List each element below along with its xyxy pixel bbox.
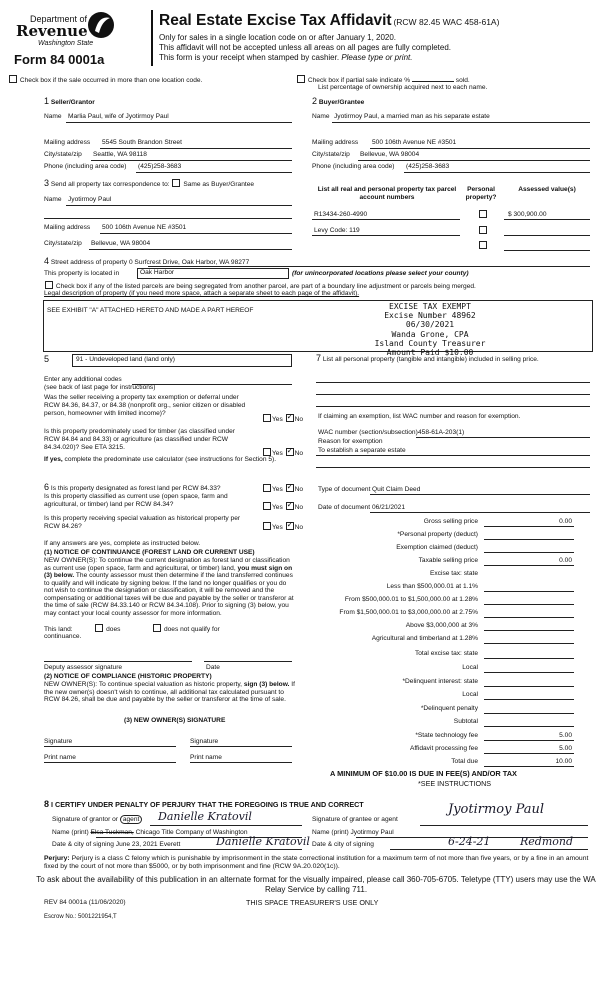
sec5-q2-no-checkbox[interactable]	[286, 448, 294, 456]
tax-corr-city-line	[89, 249, 292, 250]
stamp-line-1: EXCISE TAX EXEMPT	[389, 302, 471, 311]
total-due-label: Total due	[451, 758, 478, 765]
wac-line	[416, 437, 590, 438]
notice-continuance-b: you must sign on (3) below.	[44, 564, 293, 580]
form-title-ref: (RCW 82.45 WAC 458-61A)	[393, 17, 500, 27]
sec6-q2-no-checkbox[interactable]	[286, 502, 294, 510]
buyer-heading-text: Buyer/Grantee	[318, 99, 365, 106]
grantor-name-label: Name (print)	[52, 829, 89, 836]
grantee-sig-label: Signature of grantee or agent	[312, 816, 398, 823]
grantor-signature-line	[150, 825, 302, 826]
grantee-name-row	[312, 829, 394, 837]
perjury-label: Perjury:	[44, 855, 70, 862]
local-2-label: Local	[462, 691, 478, 698]
local-label: Local	[462, 664, 478, 671]
local-line[interactable]	[484, 672, 574, 673]
grantee-name-value[interactable]: Jyotirmoy Paul	[350, 829, 394, 836]
bracket-2-label: From $500,000.01 to $1,500,000.00 at 1.28%	[344, 596, 478, 603]
treasurer-stamp	[345, 302, 515, 357]
delinquent-interest-label: *Delinquent interest: state	[402, 678, 478, 685]
exemption-deduct-label: Exemption claimed (deduct)	[396, 544, 478, 551]
partial-sale-sold: sold.	[455, 77, 470, 84]
total-due-value[interactable]: 10.00	[555, 758, 572, 765]
notice-compliance-b: sign (3) below.	[243, 681, 290, 688]
tax-corr-heading	[44, 178, 254, 189]
owner2-print-line[interactable]	[190, 762, 292, 763]
delinquent-penalty-line[interactable]	[484, 713, 574, 714]
seller-city[interactable]: Seattle, WA 98118	[93, 151, 147, 158]
form-title: Real Estate Excise Tax Affidavit	[159, 12, 392, 29]
exemption-instruction: If claiming an exemption, list WAC number and reason for exemption.	[318, 413, 521, 420]
seller-city-line	[91, 160, 292, 161]
bracket-1-line[interactable]	[484, 591, 574, 592]
yes-label: Yes	[272, 416, 283, 423]
gross-label: Gross selling price	[423, 518, 478, 525]
logo-revenue-text: Revenue	[16, 22, 88, 40]
tax-corr-name-label: Name	[44, 196, 62, 203]
logo-dept-text: Department of	[30, 14, 88, 24]
agent-circled: agent	[120, 815, 143, 824]
reason-value[interactable]: To establish a separate estate	[318, 447, 406, 454]
grantor-date-signature: Danielle Kratovil	[216, 835, 310, 848]
sec7-text	[316, 353, 590, 364]
header-line-2: This affidavit will not be accepted unless all areas on all pages are fully completed.	[159, 43, 452, 52]
sec6-q1-yes-checkbox[interactable]	[263, 484, 271, 492]
grantee-signature[interactable]: Jyotirmoy Paul	[448, 802, 545, 817]
doc-date-label: Date of document	[318, 504, 371, 511]
partial-sale-percent-field[interactable]	[412, 81, 454, 82]
perjury-text: Perjury is a class C felony which is punishable by imprisonment in the state correctional institution for a maximum term of not more than five years, or by a fine in an amount fixed by the court of not more than $5000, or by both imprisonment and fine (RCW 9A.20.020(1c)).	[44, 855, 589, 871]
notice-continuance-a: NEW OWNER(S): To continue the current designation as forest land or classification as current use (open space, farm and agricultural, or timber) land,	[44, 557, 290, 572]
segregated-label: Check box if any of the listed parcels are being segregated from another parcel, are part of a boundary line adjustment or parcels being merged.	[55, 283, 476, 290]
grantor-sig-label	[52, 816, 142, 824]
buyer-section-number: 2	[312, 96, 318, 106]
doc-date-line	[370, 512, 590, 513]
tax-corr-mailing-label: Mailing address	[44, 224, 91, 231]
parcel-number-1[interactable]: R13434-260-4990	[314, 211, 368, 218]
bracket-3-label: From $1,500,000.01 to $3,000,000.00 at 2.75%	[339, 609, 478, 616]
partial-sale-checkbox[interactable]	[297, 75, 305, 83]
doc-type-line	[370, 494, 590, 495]
bracket-4-label: Above $3,000,000 at 3%	[405, 622, 478, 629]
additional-codes-note: (see back of last page for instructions)	[44, 384, 156, 391]
sec6-q3-yes-checkbox[interactable]	[263, 522, 271, 530]
owner1-print-line[interactable]	[44, 762, 176, 763]
street-section-number: 4	[44, 256, 50, 266]
multi-location-label: Check box if the sale occurred in more than one location code.	[19, 77, 203, 84]
wac-label: WAC number (section/subsection)	[318, 429, 418, 436]
street-value[interactable]: 0 Surfcrest Drive, Oak Harbor, WA 98277	[128, 259, 250, 266]
doc-type-value[interactable]: Quit Claim Deed	[372, 486, 421, 493]
yes-label: Yes	[272, 524, 283, 531]
street-label: Street address of property	[50, 259, 128, 266]
assessed-line-3	[504, 250, 590, 251]
sec5-q1: Was the seller receiving a property tax exemption or deferral under RCW 84.36, 84.37, or 84.38 (nonprofit org., senior citizen or disabled person, homeowner with limited income)?	[44, 394, 246, 417]
multi-location-checkbox[interactable]	[9, 75, 17, 83]
taxable-value[interactable]: 0.00	[559, 557, 572, 564]
seller-name[interactable]: Marlia Paul, wife of Jyotirmoy Paul	[68, 113, 169, 120]
land-use-select[interactable]	[72, 354, 292, 367]
grantor-name-value[interactable]: Chicago Title Company of Washington	[135, 829, 248, 836]
logo-emblem-icon	[86, 9, 116, 41]
grantor-date-value[interactable]: June 23, 2021 Everett	[115, 841, 181, 848]
tax-corr-name-line	[66, 205, 292, 206]
notice-continuance-c: The county assessor must then determine if the land transferred continues to qualify and will indicate by signing below. If the land no longer qualifies or you do not wish to continue the designation or classification, it will be removed and the compensating or additional taxes will be due and payable by the seller or transferor at the time of sale (RCW 84.33.140 or RCW 84.34.108). Prior to signing (3) below, you may contact your local county assessor for more information.	[44, 572, 294, 618]
buyer-phone[interactable]: (425)258-3683	[406, 163, 450, 170]
sec5-q2-note-bold: If yes,	[44, 456, 63, 463]
processing-fee-line	[484, 753, 574, 754]
sec8-number: 8	[44, 799, 50, 809]
total-due-line	[484, 766, 574, 767]
sec6-q1	[44, 482, 221, 493]
notice-compliance-heading: (2) NOTICE OF COMPLIANCE (HISTORIC PROPERTY)	[44, 673, 212, 680]
owner2-signature-label: Signature	[190, 738, 219, 745]
tax-corr-section-number: 3	[44, 178, 50, 188]
taxable-label: Taxable selling price	[418, 557, 478, 564]
personal-checkbox-2[interactable]	[479, 226, 487, 234]
buyer-name[interactable]: Jyotirmoy Paul, a married man as his separate estate	[334, 113, 490, 120]
seller-heading-text: Seller/Grantor	[50, 99, 95, 106]
sec5-q2-note-text: complete the predominate use calculator (see instructions for Section 5).	[64, 456, 277, 463]
minimum-due-notice: A MINIMUM OF $10.00 IS DUE IN FEE(S) AND/OR TAX	[330, 769, 517, 778]
buyer-mailing-label: Mailing address	[312, 139, 359, 146]
grantor-date-row	[52, 841, 180, 849]
additional-codes-label: Enter any additional codes	[44, 376, 122, 383]
owner1-signature-label: Signature	[44, 738, 73, 745]
buyer-city-label: City/state/zip	[312, 151, 350, 158]
stamp-line-4: Wanda Grone, CPA	[391, 329, 469, 339]
owner2-signature-line[interactable]	[190, 746, 292, 747]
partial-sale-note: List percentage of ownership acquired next to each name.	[318, 84, 488, 91]
tax-corr-text: Send all property tax correspondence to:	[50, 181, 170, 188]
does-not-checkbox[interactable]	[153, 624, 161, 632]
personal-deduct-line[interactable]	[484, 539, 574, 540]
tech-fee-line	[484, 740, 574, 741]
gross-value[interactable]: 0.00	[559, 518, 572, 525]
assessed-col-header: Assessed value(s)	[518, 186, 576, 193]
multi-location-check[interactable]	[8, 75, 202, 85]
delinquent-penalty-label: *Delinquent penalty	[420, 705, 478, 712]
assessed-line-1	[504, 219, 590, 220]
header-line-1: Only for sales in a single location code on or after January 1, 2020.	[159, 33, 397, 42]
header-line-3-text: This form is your receipt when stamped by cashier.	[159, 53, 340, 62]
personal-checkbox-1[interactable]	[479, 210, 487, 218]
grantor-sig-label-text: Signature of grantor or	[52, 816, 118, 823]
certify-text: I CERTIFY UNDER PENALTY OF PERJURY THAT THE FOREGOING IS TRUE AND CORRECT	[51, 800, 364, 809]
sec6-q2-answer[interactable]	[262, 502, 303, 512]
tax-corr-mailing-line	[100, 233, 292, 234]
assessed-value-1[interactable]: $ 300,900.00	[508, 211, 547, 218]
personal-col-header: Personal property?	[465, 186, 497, 201]
sec5-q2-note	[44, 456, 284, 464]
delinquent-interest-line[interactable]	[484, 686, 574, 687]
stamp-line-6: Amount Paid $10.00	[386, 347, 474, 357]
continuance-label: continuance.	[44, 633, 82, 640]
tax-corr-name[interactable]: Jyotirmoy Paul	[68, 196, 112, 203]
does-label: does	[106, 626, 121, 633]
buyer-mailing-line	[370, 148, 590, 149]
additional-codes-line	[132, 384, 292, 385]
stamp-line-3: 06/30/2021	[405, 320, 455, 330]
tax-corr-blank-line	[44, 218, 292, 219]
owner1-print-label: Print name	[44, 754, 76, 761]
deputy-date-line[interactable]	[204, 661, 292, 662]
total-state-label: Total excise tax: state	[414, 650, 478, 657]
notice-compliance-text	[44, 681, 296, 704]
seller-phone-label: Phone (including area code)	[44, 163, 127, 170]
form-number: Form 84 0001a	[14, 52, 105, 67]
sec5-number: 5	[44, 354, 50, 364]
sec5-q1-yes-checkbox[interactable]	[263, 414, 271, 422]
located-note: (for unincorporated locations please select your county)	[292, 270, 469, 277]
tax-corr-city[interactable]: Bellevue, WA 98004	[91, 240, 151, 247]
same-as-buyer-label: Same as Buyer/Grantee	[183, 181, 255, 188]
notice-compliance-c: If the new owner(s) doesn't wish to continue, all additional tax calculated pursuant to RCW 84.26, shall be due and payable by the seller or transferor at the time of sale.	[44, 681, 295, 704]
sec7-line-2	[316, 394, 590, 395]
sec6-q3-answer[interactable]	[262, 522, 303, 532]
sec6-q2-yes-checkbox[interactable]	[263, 502, 271, 510]
yes-label: Yes	[272, 486, 283, 493]
header-line-3	[159, 53, 412, 63]
grantee-date-value[interactable]: 6-24-21	[448, 835, 491, 848]
bracket-5-line[interactable]	[484, 643, 574, 644]
seller-mailing-label: Mailing address	[44, 139, 91, 146]
logo-state-text: Washington State	[38, 40, 94, 47]
owner2-print-label: Print name	[190, 754, 222, 761]
buyer-phone-label: Phone (including area code)	[312, 163, 395, 170]
excise-state-label: Excise tax: state	[429, 570, 478, 577]
reason-label: Reason for exemption	[318, 438, 383, 445]
sec7-line-3	[316, 406, 590, 407]
personal-checkbox-3[interactable]	[479, 241, 487, 249]
reason-line-2	[316, 467, 590, 468]
no-label: No	[294, 486, 304, 493]
buyer-name-line	[332, 122, 590, 123]
availability-notice: To ask about the availability of this publication in an alternate format for the visually impaired, please call 360-705-6705. Teletype (TTY) users may use the WA Relay Service by calling 711.	[36, 875, 596, 894]
bracket-5-label: Agricultural and timberland at 1.28%	[371, 635, 478, 642]
does-not-label: does not qualify for	[163, 626, 220, 633]
sec6-q2: Is this property classified as current use (open space, farm and agricultural, or timber) land per RCW 84.34?	[44, 493, 228, 508]
sec6-q1-no-checkbox[interactable]	[286, 484, 294, 492]
header-divider	[151, 10, 153, 66]
located-label: This property is located in	[44, 270, 120, 277]
grantee-signature-line	[420, 825, 588, 826]
deputy-date-label: Date	[206, 664, 220, 671]
sec6-q3-no-checkbox[interactable]	[286, 522, 294, 530]
bracket-3-line[interactable]	[484, 617, 574, 618]
grantor-date-label: Date & city of signing	[52, 841, 114, 848]
notice-continuance-heading: (1) NOTICE OF CONTINUANCE (FOREST LAND OR CURRENT USE)	[44, 549, 255, 556]
does-checkbox[interactable]	[95, 624, 103, 632]
sec5-q2: Is this property predominately used for timber (as classified under RCW 84.84 and 84.33) or agriculture (as classified under RCW 84.34.020)? See ETA 3215.	[44, 428, 235, 451]
sec7-description: List all personal property (tangible and intangible) included in selling price.	[322, 356, 539, 363]
processing-fee-value[interactable]: 5.00	[559, 745, 572, 752]
grantee-name-label: Name (print)	[312, 829, 349, 836]
deputy-signature-line[interactable]	[44, 661, 192, 662]
tech-fee-label: *State technology fee	[415, 732, 478, 739]
processing-fee-label: Affidavit processing fee	[409, 745, 478, 752]
total-state-line[interactable]	[484, 658, 574, 659]
legal-label: Legal description of property (if you need more space, attach a separate sheet to each page of the affidavit).	[44, 290, 360, 297]
sec5-q1-no-checkbox[interactable]	[286, 414, 294, 422]
seller-phone-line	[136, 172, 292, 173]
sec7-number: 7	[316, 353, 322, 363]
parcel-line-1	[312, 219, 460, 220]
buyer-mailing[interactable]: 500 106th Avenue NE #3501	[372, 139, 457, 146]
grantee-city-value[interactable]: Redmond	[520, 835, 574, 848]
tax-corr-city-label: City/state/zip	[44, 240, 82, 247]
seller-name-line	[66, 122, 292, 123]
buyer-phone-line	[404, 172, 590, 173]
sec6-q1-text: Is this property designated as forest land per RCW 84.33?	[50, 485, 221, 492]
personal-deduct-label: *Personal property (deduct)	[397, 531, 478, 538]
yes-label: Yes	[272, 450, 283, 457]
see-instructions: *SEE INSTRUCTIONS	[418, 779, 492, 788]
form-revision: REV 84 0001a (11/06/2020)	[44, 899, 126, 906]
reason-line-1	[316, 455, 590, 456]
segregated-checkbox[interactable]	[45, 281, 53, 289]
buyer-heading	[312, 96, 364, 107]
sec6-number: 6	[44, 482, 50, 492]
sec7-line-1	[316, 382, 590, 383]
this-land-label: This land:	[44, 626, 73, 633]
land-use-value: 91 - Undeveloped land (land only)	[76, 356, 175, 363]
notice-compliance-a: NEW OWNER(S): To continue special valuation as historic property,	[44, 681, 243, 688]
subtotal-label: Subtotal	[453, 718, 478, 725]
no-label: No	[294, 416, 304, 423]
stamp-line-5: Island County Treasurer	[374, 338, 486, 348]
grantor-date-line	[128, 849, 302, 850]
grantee-date-label: Date & city of signing	[312, 841, 374, 848]
seller-mailing[interactable]: 5545 South Brandon Street	[102, 139, 182, 146]
stamp-line-2: Excise Number 48962	[384, 311, 476, 321]
subtotal-line[interactable]	[484, 726, 574, 727]
located-value: Oak Harbor	[140, 269, 175, 276]
no-label: No	[294, 504, 304, 511]
perjury-notice	[44, 855, 592, 871]
header-line-3-italic: Please type or print.	[341, 53, 413, 62]
partial-sale-label: Check box if partial sale indicate %	[307, 77, 411, 84]
grantor-signature[interactable]: Danielle Kratovil	[158, 810, 252, 823]
treasurer-use-only: THIS SPACE TREASURER'S USE ONLY	[246, 898, 379, 907]
levy-code[interactable]: Levy Code: 119	[314, 227, 360, 234]
seller-name-label: Name	[44, 113, 62, 120]
parcel-line-2	[312, 235, 460, 236]
doc-type-label: Type of document	[318, 486, 371, 493]
seller-section-number: 1	[44, 96, 50, 106]
located-select[interactable]	[137, 268, 289, 279]
same-as-buyer-checkbox[interactable]	[172, 179, 180, 187]
sec5-q1-answer[interactable]	[262, 414, 303, 424]
form-title-wrap	[159, 12, 499, 31]
local-2-line[interactable]	[484, 699, 574, 700]
sec6-if-yes: If any answers are yes, complete as instructed below.	[44, 540, 201, 547]
gross-line	[484, 526, 574, 527]
seller-mailing-line	[100, 148, 292, 149]
wac-number[interactable]: 458-61A-203(1)	[418, 429, 465, 436]
legal-description-value: SEE EXHIBIT "A" ATTACHED HERETO AND MADE A PART HEREOF	[47, 307, 254, 314]
seller-city-label: City/state/zip	[44, 151, 82, 158]
assessed-line-2	[504, 235, 590, 236]
tax-corr-mailing[interactable]: 500 106th Avenue NE #3501	[102, 224, 187, 231]
notice-continuance-text	[44, 557, 296, 618]
new-owner-signature-heading: (3) NEW OWNER(S) SIGNATURE	[124, 717, 226, 724]
seller-phone[interactable]: (425)258-3683	[138, 163, 182, 170]
taxable-line	[484, 565, 574, 566]
doc-date-value[interactable]: 06/21/2021	[372, 504, 406, 511]
grantee-date-line	[390, 849, 588, 850]
buyer-city[interactable]: Bellevue, WA 98004	[360, 151, 420, 158]
street-line	[148, 266, 590, 267]
sec6-q1-answer[interactable]	[262, 484, 303, 494]
no-label: No	[294, 450, 304, 457]
deputy-signature-label: Deputy assessor signature	[44, 664, 123, 671]
escrow-number: Escrow No.: 5001221954,T	[44, 914, 117, 920]
grantor-name-struck: Elsa Tuckman,	[90, 829, 134, 836]
certify-row	[44, 799, 364, 810]
sec6-q3: Is this property receiving special valuation as historical property per RCW 84.26?	[44, 515, 241, 530]
seller-heading	[44, 96, 95, 107]
bracket-2-line[interactable]	[484, 604, 574, 605]
bracket-1-label: Less than $500,000.01 at 1.1%	[386, 583, 478, 590]
bracket-4-line[interactable]	[484, 630, 574, 631]
owner1-signature-line[interactable]	[44, 746, 176, 747]
buyer-city-line	[358, 160, 590, 161]
exemption-deduct-line[interactable]	[484, 552, 574, 553]
yes-label: Yes	[272, 504, 283, 511]
sec5-q2-yes-checkbox[interactable]	[263, 448, 271, 456]
tech-fee-value[interactable]: 5.00	[559, 732, 572, 739]
parcel-col-header: List all real and personal property tax parcel account numbers	[317, 186, 457, 201]
buyer-name-label: Name	[312, 113, 330, 120]
no-label: No	[294, 524, 304, 531]
